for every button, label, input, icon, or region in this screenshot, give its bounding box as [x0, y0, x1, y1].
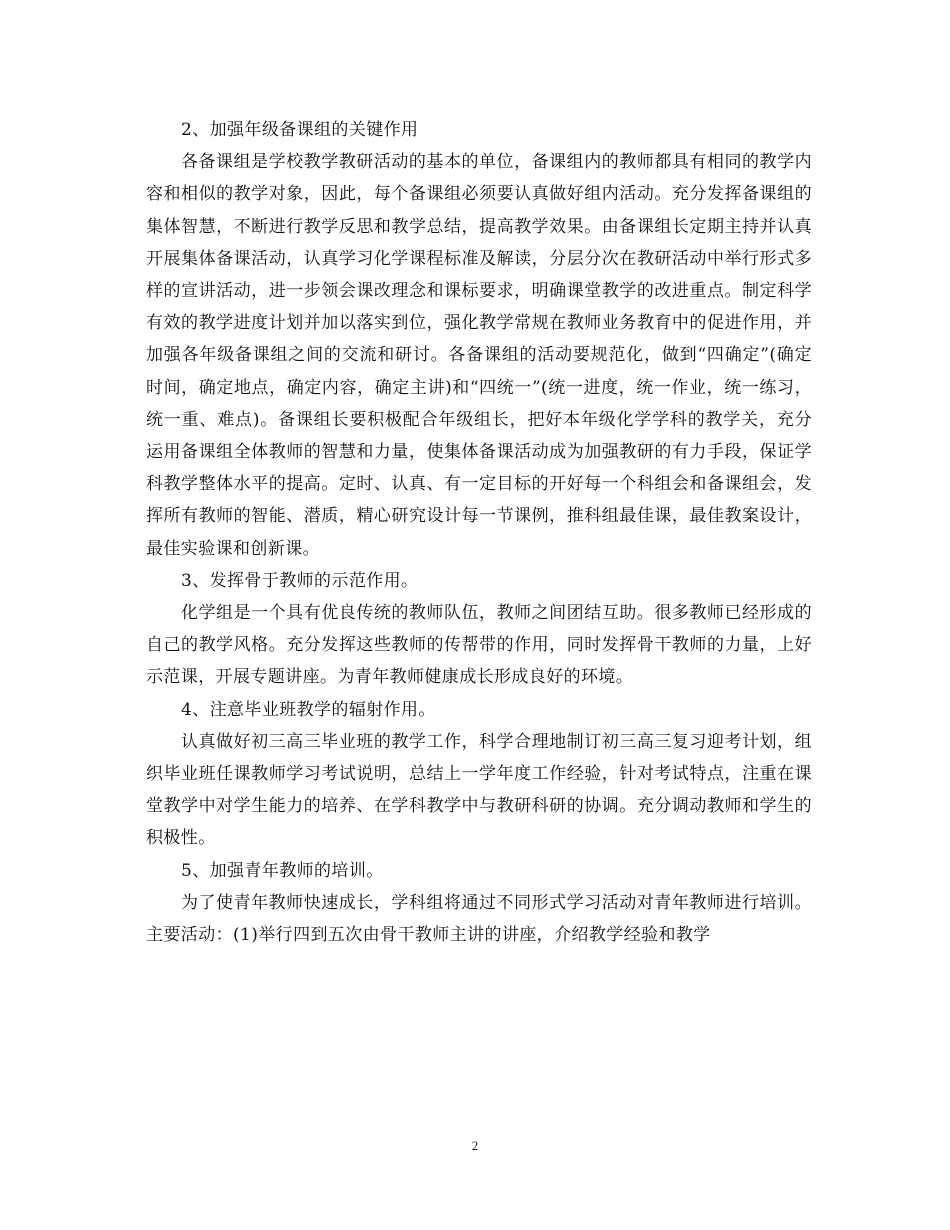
paragraph-young-teacher-training: 为了使青年教师快速成长，学科组将通过不同形式学习活动对青年教师进行培训。主要活动：(1)举行四到五次由骨干教师主讲的讲座，介绍教学经验和教学 — [146, 892, 812, 946]
section-heading-4: 4、注意毕业班教学的辐射作用。 — [181, 699, 436, 720]
paragraph-lesson-prep-groups: 各备课组是学校教学教研活动的基本的单位，备课组内的教师都具有相同的教学内容和相似的教学对象，因此，每个备课组必须要认真做好组内活动。充分发挥备课组的集体智慧，不断进行教学反思和教学总结，提高教学效果。由备课组长定期主持并认真开展集体备课活动，认真学习化学课程标准及解读，分层分次在教研活动中举行形式多样的宣讲活动，进一步领会课改理念和课标要求，明确课堂教学的改进重点。制定科学有效的教学进度计划并加以落实到位，强化教学常规在教师业务教育中的促进作用，并加强各年级备课组之间的交流和研讨。各备课组的活动要规范化，做到“四确定”(确定时间，确定地点，确定内容，确定主讲)和“四统一”(统一进度，统一作业，统一练习，统一重、难点)。备课组长要积极配合年级组长，把好本年级化学学科的教学关，充分运用备课组全体教师的智慧和力量，使集体备课活动成为加强教研的有力手段，保证学科教学整体水平的提高。定时、认真、有一定目标的开好每一个科组会和备课组会，发挥所有教师的智能、潜质，精心研究设计每一节课例，推科组最佳课，最佳教案设计，最佳实验课和创新课。 — [146, 152, 812, 559]
section-heading-5: 5、加强青年教师的培训。 — [181, 860, 384, 881]
section-heading-3: 3、发挥骨于教师的示范作用。 — [181, 570, 419, 591]
document-body — [146, 114, 812, 951]
paragraph-key-teachers: 化学组是一个具有优良传统的教师队伍，教师之间团结互助。很多教师已经形成的自己的教学风格。充分发挥这些教师的传帮带的作用，同时发挥骨干教师的力量，上好示范课，开展专题讲座。为青年教师健康成长形成良好的环境。 — [146, 603, 812, 688]
paragraph-graduating-classes: 认真做好初三高三毕业班的教学工作，科学合理地制订初三高三复习迎考计划，组织毕业班任课教师学习考试说明，总结上一学年度工作经验，针对考试特点，注重在课堂教学中对学生能力的培养、在学科教学中与教研科研的协调。充分调动教师和学生的积极性。 — [146, 731, 812, 849]
section-heading-2: 2、加强年级备课组的关键作用 — [181, 120, 419, 140]
page-number: 2 — [471, 1138, 479, 1153]
